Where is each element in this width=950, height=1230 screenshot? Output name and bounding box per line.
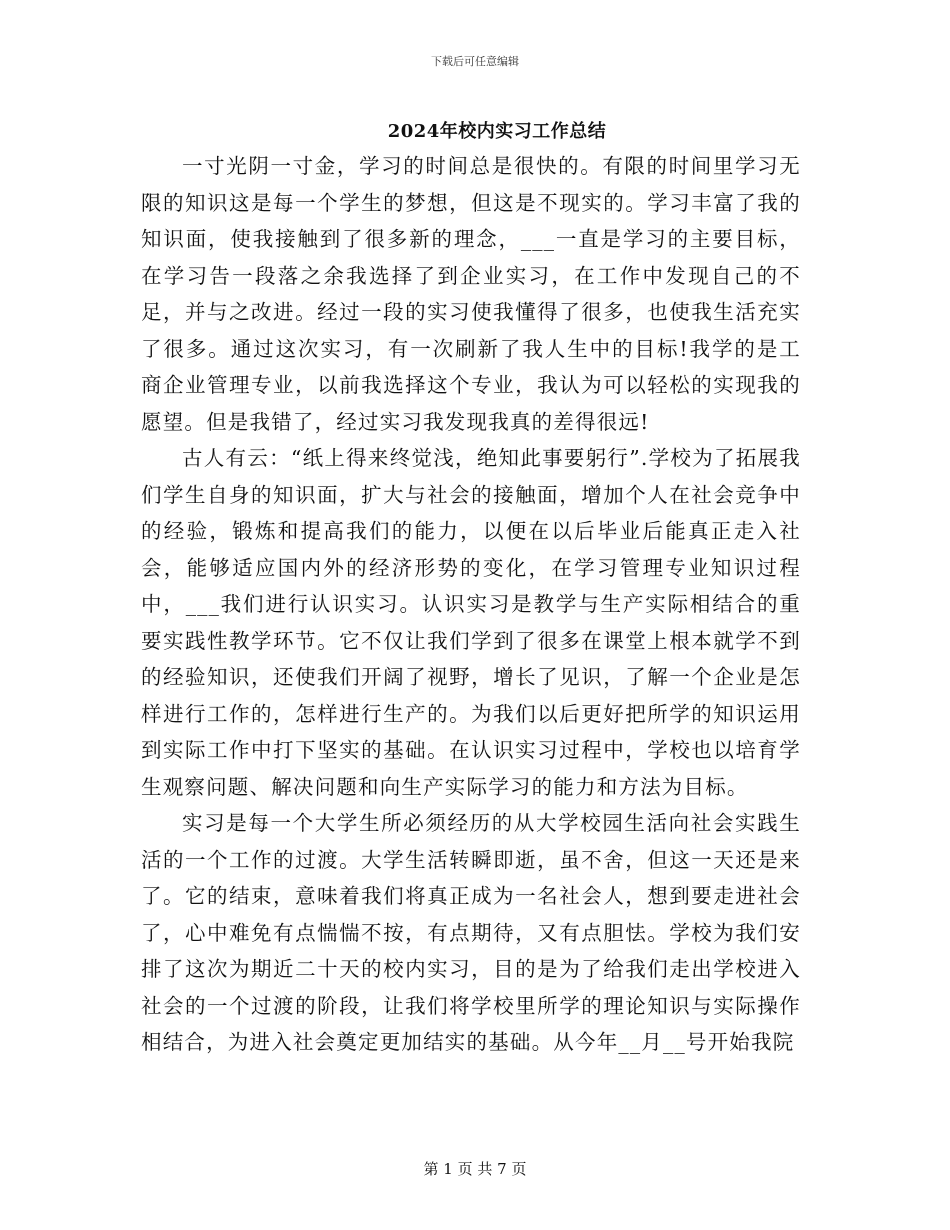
document-body <box>141 148 801 1061</box>
page-number-footer: 第 1 页 共 7 页 <box>423 1160 527 1178</box>
body-paragraph: 古人有云：“纸上得来终觉浅，绝知此事要躬行”.学校为了拓展我们学生自身的知识面，扩大与社会的接触面，增加个人在社会竞争中的经验，锻炼和提高我们的能力，以便在以后毕业后能真正走入社会，能够适应国内外的经济形势的变化，在学习管理专业知识过程中，___我们进行认识实习。认识实习是教学与生产实际相结合的重要实践性教学环节。它不仅让我们学到了很多在课堂上根本就学不到的经验知识，还使我们开阔了视野，增长了见识，了解一个企业是怎样进行工作的，怎样进行生产的。为我们以后更好把所学的知识运用到实际工作中打下坚实的基础。在认识实习过程中，学校也以培育学生观察问题、解决问题和向生产实际学习的能力和方法为目标。 <box>141 446 801 799</box>
body-paragraph: 一寸光阴一寸金，学习的时间总是很快的。有限的时间里学习无限的知识这是每一个学生的梦想，但这是不现实的。学习丰富了我的知识面，使我接触到了很多新的理念，___一直是学习的主要目标，在学习告一段落之余我选择了到企业实习，在工作中发现自己的不足，并与之改进。经过一段的实习使我懂得了很多，也使我生活充实了很多。通过这次实习，有一次刷新了我人生中的目标!我学的是工商企业管理专业，以前我选择这个专业，我认为可以轻松的实现我的愿望。但是我错了，经过实习我发现我真的差得很远! <box>141 154 801 434</box>
body-paragraph: 实习是每一个大学生所必须经历的从大学校园生活向社会实践生活的一个工作的过渡。大学生活转瞬即逝，虽不舍，但这一天还是来了。它的结束，意味着我们将真正成为一名社会人，想到要走进社会了，心中难免有点惴惴不按，有点期待，又有点胆怯。学校为我们安排了这次为期近二十天的校内实习，目的是为了给我们走出学校进入社会的一个过渡的阶段，让我们将学校里所学的理论知识与实际操作相结合，为进入社会奠定更加结实的基础。从今年__月__号开始我院 <box>141 811 801 1054</box>
document-title: 2024年校内实习工作总结 <box>387 121 607 142</box>
header-note: 下载后可任意编辑 <box>431 55 519 68</box>
